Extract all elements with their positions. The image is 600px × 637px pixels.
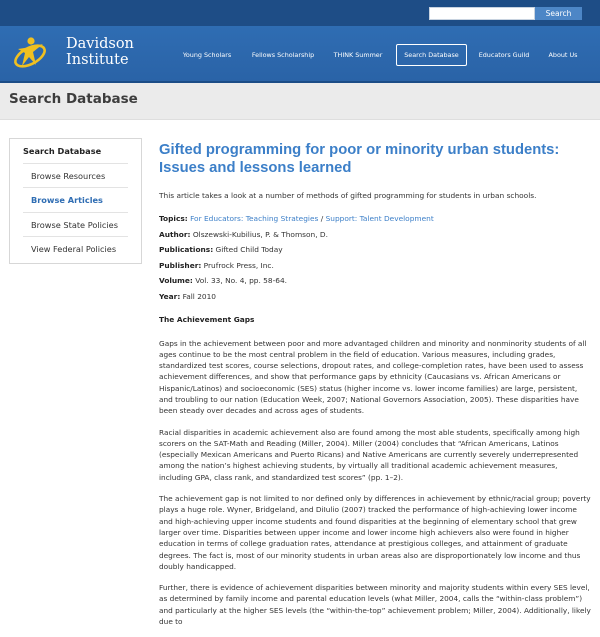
publications-value: Gifted Child Today xyxy=(215,245,283,254)
sidebar-item-browse-articles[interactable]: Browse Articles xyxy=(23,188,128,213)
sidebar-nav xyxy=(9,138,142,264)
volume-value: Vol. 33, No. 4, pp. 58-64. xyxy=(195,276,288,285)
author-label: Author: xyxy=(159,229,191,239)
sidebar-item-browse-state-policies[interactable]: Browse State Policies xyxy=(23,213,128,238)
meta-publications xyxy=(159,245,593,255)
article-paragraph: Gaps in the achievement between poor and more advantaged children and minority and nonminority students of all ages continue to be the most central problem in the field of education. Various measures, including grades, standardized test scores, course selections, dropout rates, and college-completion rates, have been used to assess achievement differences, and show that performance gaps by ethnicity (Caucasians vs. African Americans or Hispanic/Latinos) and socioeconomic (SES) status (higher income vs. lower income families) are large, persistent, and troubling to our nation (Education Week, 2007; National Governors Association, 2005). These disparities have been steady over decades and across ages of students. xyxy=(159,338,587,416)
publications-label: Publications: xyxy=(159,245,214,254)
nav-educators-guild[interactable]: Educators Guild xyxy=(478,51,530,59)
nav-fellows-scholarship[interactable]: Fellows Scholarship xyxy=(251,51,315,59)
article-paragraph: Racial disparities in academic achievement also are found among the most able students, specifically among high scorers on the SAT-Math and Reading (Miller, 2004). Miller (2004) concludes that “African Americans, Latinos (especially Mexican Americans and Puerto Ricans) and Native Americans are currently severely underrepresented among the nation’s highest achieving students, by virtually all traditional academic achievement measures, including GPA, class rank, and standardized test scores” (pp. 1–2). xyxy=(159,427,580,482)
search-input[interactable] xyxy=(429,7,535,20)
brand-line-1: Davidson xyxy=(66,36,134,52)
main-nav xyxy=(0,44,600,66)
publisher-value: Prufrock Press, Inc. xyxy=(203,260,274,270)
publisher-label: Publisher: xyxy=(159,260,202,270)
nav-about-us[interactable]: About Us xyxy=(548,51,578,59)
author-value: Olszewski-Kubilius, P. & Thomson, D. xyxy=(192,229,328,239)
year-label: Year: xyxy=(159,291,181,301)
site-search xyxy=(429,7,582,20)
sidebar-item-browse-resources[interactable]: Browse Resources xyxy=(23,164,128,189)
nav-search-database[interactable]: Search Database xyxy=(396,44,467,66)
meta-publisher xyxy=(159,261,593,271)
brand-line-2: Institute xyxy=(66,52,129,68)
search-button[interactable]: Search xyxy=(535,7,582,20)
nav-think-summer[interactable]: THINK Summer xyxy=(333,51,383,59)
topic-separator: / xyxy=(318,214,326,223)
year-value: Fall 2010 xyxy=(182,291,217,301)
meta-year xyxy=(159,292,593,302)
article-title: Gifted programming for poor or minority urban students: Issues and lessons learned xyxy=(159,142,560,176)
meta-volume xyxy=(159,276,593,286)
article-paragraph: The achievement gap is not limited to nor defined only by differences in achievement by ethnic/racial group; poverty plays a huge role. Wyner, Bridgeland, and DiIulio (2007) tracked the performance of high-achieving lower income and high-achieving upper income students and found disparities at the beginning of elementary school that grew larger over time. Disparities between upper income and lower income high achievers also were found in higher education in terms of college graduation rates, attendance at prestigious colleges, and attainment of graduate degrees. The fact is, most of our minority students in urban areas also are disproportionately low income and thus doubly handicapped. xyxy=(159,494,591,571)
meta-author xyxy=(159,230,593,240)
article-content xyxy=(159,141,593,637)
topic-link-talent-development[interactable]: Support: Talent Development xyxy=(325,214,434,223)
sidebar-heading[interactable]: Search Database xyxy=(23,139,128,164)
sidebar-item-view-federal-policies[interactable]: View Federal Policies xyxy=(31,244,117,254)
topic-link-teaching-strategies[interactable]: For Educators: Teaching Strategies xyxy=(190,214,319,223)
article-paragraph: Further, there is evidence of achievement disparities between minority and majority students within every SES level, as determined by family income and parental education levels (what Miller, 2004, calls the “within-class problem”) and particularly at the higher SES levels (the “within-the-top” achievement problem; Miller, 2004). Additionally, likely due to xyxy=(159,583,591,627)
nav-young-scholars[interactable]: Young Scholars xyxy=(182,51,232,59)
meta-topics xyxy=(159,214,593,224)
volume-label: Volume: xyxy=(159,276,193,285)
page-title: Search Database xyxy=(9,91,138,107)
section-heading: The Achievement Gaps xyxy=(159,314,255,324)
article-intro: This article takes a look at a number of methods of gifted programming for students in urban schools. xyxy=(159,191,537,200)
topics-label: Topics: xyxy=(159,214,188,223)
